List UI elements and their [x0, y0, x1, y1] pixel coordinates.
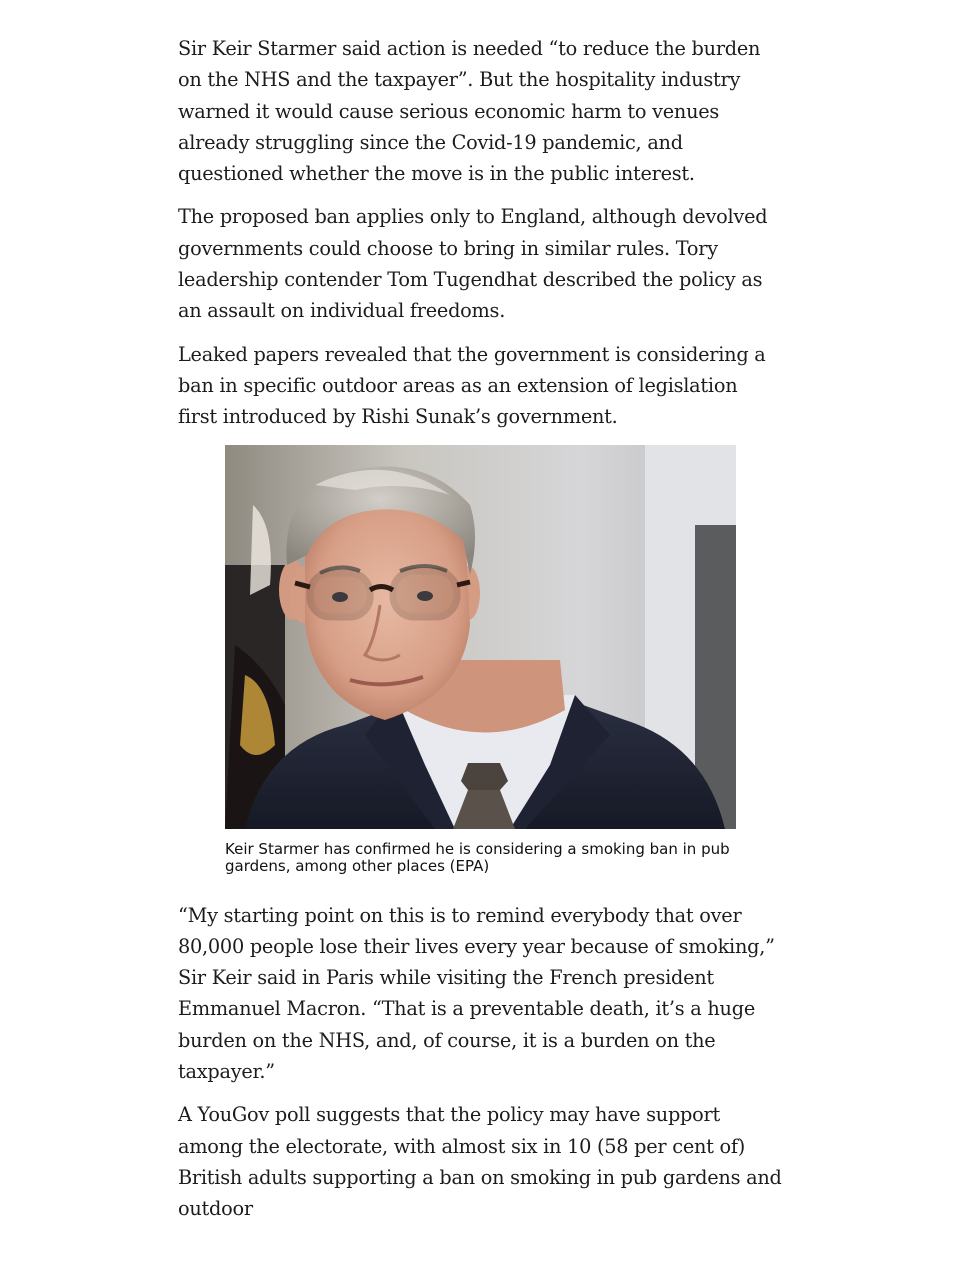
starmer-photo	[225, 445, 736, 829]
article-paragraph: “My starting point on this is to remind everybody that over 80,000 people lose their lives every year because of smoking,” Sir Keir said in Paris while visiting the French president Emmanuel Macron. “That is a preventable death, it’s a huge burden on the NHS, and, of course, it is a burden on the taxpayer.”	[178, 903, 775, 1084]
article-paragraph: The proposed ban applies only to England, although devolved governments could choose to bring in similar rules. Tory leadership contender Tom Tugendhat described the policy as an assault on individual freedoms.	[178, 205, 768, 323]
article-paragraph: Leaked papers revealed that the government is considering a ban in specific outdoor areas as an extension of legislation first introduced by Rishi Sunak’s government.	[178, 342, 766, 429]
figure-caption: Keir Starmer has confirmed he is considering a smoking ban in pub gardens, among other places (EPA)	[225, 839, 730, 875]
article-paragraph: Sir Keir Starmer said action is needed “to reduce the burden on the NHS and the taxpayer”. But the hospitality industry warned it would cause serious economic harm to venues already struggling since the Covid-19 pandemic, and questioned whether the move is in the public interest.	[178, 37, 761, 186]
article-paragraph: A YouGov poll suggests that the policy may have support among the electorate, with almost six in 10 (58 per cent of) British adults supporting a ban on smoking in pub gardens and outdoor	[178, 1103, 782, 1221]
article-figure	[225, 445, 736, 875]
article-body	[178, 33, 782, 1237]
